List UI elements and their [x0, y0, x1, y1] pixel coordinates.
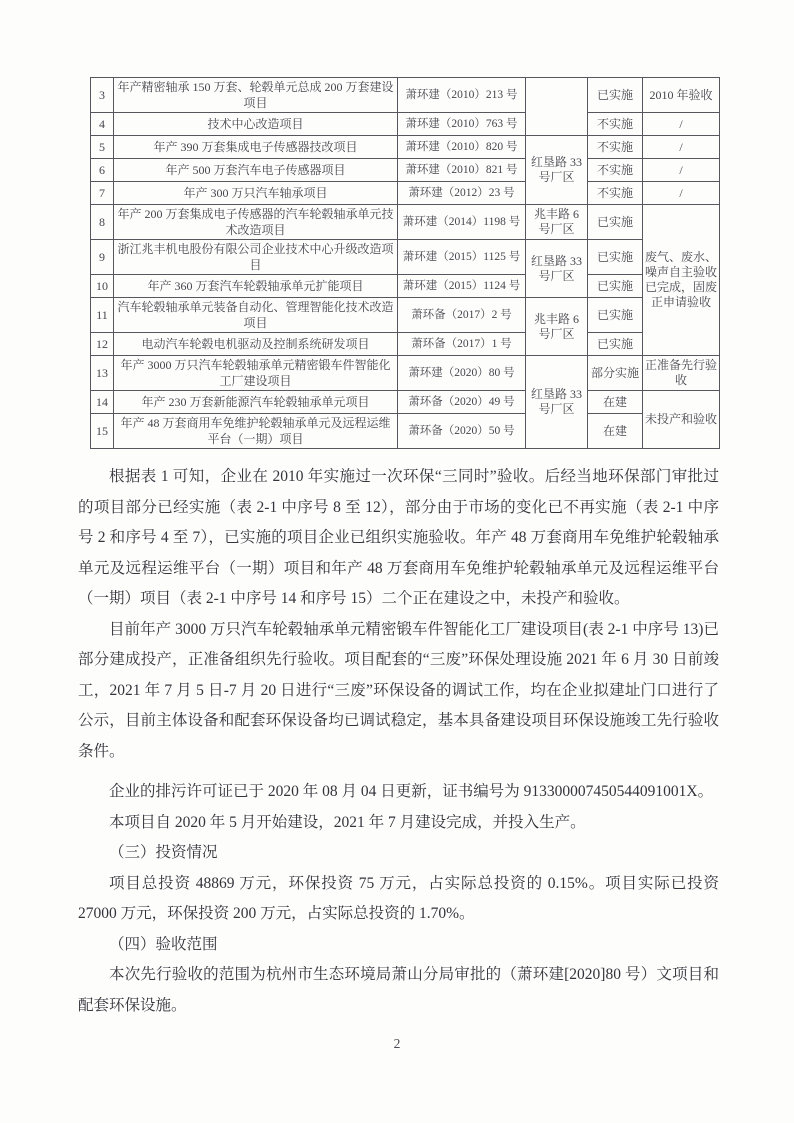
- cell-seq: 8: [91, 205, 114, 240]
- cell-project-name: 年产 500 万套汽车电子传感器项目: [114, 159, 398, 182]
- cell-plant-location: 红垦路 33 号厂区: [526, 240, 588, 298]
- cell-approval-doc: 萧环备（2020）49 号: [398, 391, 526, 414]
- cell-approval-doc: 萧环建（2020）80 号: [398, 356, 526, 391]
- cell-approval-doc: 萧环备（2020）50 号: [398, 414, 526, 449]
- cell-approval-doc: 萧环建（2010）213 号: [398, 78, 526, 113]
- cell-acceptance-status: 2010 年验收: [643, 78, 720, 113]
- cell-impl-status: 不实施: [588, 113, 643, 136]
- cell-seq: 11: [91, 298, 114, 333]
- cell-approval-doc: 萧环建（2012）23 号: [398, 182, 526, 205]
- page-number: 2: [393, 1036, 401, 1051]
- cell-project-name: 技术中心改造项目: [114, 113, 398, 136]
- paragraph-acceptance-scope: 本次先行验收的范围为杭州市生态环境局萧山分局审批的（萧环建[2020]80 号）文项目和配套环保设施。: [78, 966, 719, 1014]
- cell-acceptance-status: /: [643, 136, 720, 159]
- cell-acceptance-status: 未投产和验收: [643, 391, 720, 449]
- table-row: [91, 298, 720, 333]
- cell-seq: 5: [91, 136, 114, 159]
- cell-impl-status: 在建: [588, 414, 643, 449]
- cell-project-name: 年产 48 万套商用车免维护轮毂轴承单元及远程运维平台（一期）项目: [114, 414, 398, 449]
- paragraph-project-progress: 目前年产 3000 万只汽车轮毂轴承单元精密锻车件智能化工厂建设项目(表 2-1 中序号 13)已部分建成投产，正准备组织先行验收。项目配套的“三废”环保处理设施 2021 年 6 月 30 日前竣工，2021 年 7 月 5 日-7 月 20 日进行“三废”环保设备的调试工作，均在企业拟建址门口进行了公示，目前主体设备和配套环保设备均已调试稳定，基本具备建设项目环保设施竣工先行验收条件。: [78, 620, 719, 760]
- cell-impl-status: 不实施: [588, 159, 643, 182]
- cell-seq: 4: [91, 113, 114, 136]
- cell-approval-doc: 萧环建（2010）821 号: [398, 159, 526, 182]
- project-table: [90, 77, 720, 449]
- cell-impl-status: 不实施: [588, 182, 643, 205]
- cell-plant-location: 红垦路 33 号厂区: [526, 356, 588, 449]
- cell-impl-status: 已实施: [588, 240, 643, 275]
- cell-plant-location: [526, 78, 588, 136]
- table-row: [91, 182, 720, 205]
- cell-project-name: 浙江兆丰机电股份有限公司企业技术中心升级改造项目: [114, 240, 398, 275]
- cell-seq: 10: [91, 275, 114, 298]
- cell-impl-status: 已实施: [588, 205, 643, 240]
- cell-acceptance-status: /: [643, 159, 720, 182]
- table-row: [91, 136, 720, 159]
- table-row: [91, 356, 720, 391]
- cell-seq: 13: [91, 356, 114, 391]
- table-row: [91, 205, 720, 240]
- table-row: [91, 159, 720, 182]
- cell-project-name: 年产 360 万套汽车轮毂轴承单元扩能项目: [114, 275, 398, 298]
- paragraph-permit: 企业的排污许可证已于 2020 年 08 月 04 日更新，证书编号为 913300007450544091001X。: [109, 783, 714, 800]
- cell-impl-status: 已实施: [588, 333, 643, 356]
- table-row: [91, 240, 720, 275]
- cell-approval-doc: 萧环建（2010）820 号: [398, 136, 526, 159]
- cell-seq: 14: [91, 391, 114, 414]
- cell-approval-doc: 萧环建（2015）1124 号: [398, 275, 526, 298]
- cell-acceptance-status: 正准备先行验收: [643, 356, 720, 391]
- cell-project-name: 年产 200 万套集成电子传感器的汽车轮毂轴承单元技术改造项目: [114, 205, 398, 240]
- cell-project-name: 年产 230 万套新能源汽车轮毂轴承单元项目: [114, 391, 398, 414]
- cell-approval-doc: 萧环备（2017）1 号: [398, 333, 526, 356]
- cell-plant-location: 红垦路 33 号厂区: [526, 136, 588, 205]
- cell-project-name: 电动汽车轮毂电机驱动及控制系统研发项目: [114, 333, 398, 356]
- cell-seq: 7: [91, 182, 114, 205]
- cell-impl-status: 已实施: [588, 275, 643, 298]
- cell-seq: 15: [91, 414, 114, 449]
- cell-project-name: 汽车轮毂轴承单元装备自动化、管理智能化技术改造项目: [114, 298, 398, 333]
- cell-impl-status: 已实施: [588, 298, 643, 333]
- cell-approval-doc: 萧环建（2015）1125 号: [398, 240, 526, 275]
- cell-acceptance-status: 废气、废水、噪声自主验收已完成，固废正申请验收: [643, 205, 720, 356]
- paragraph-construction-dates: 本项目自 2020 年 5 月开始建设，2021 年 7 月建设完成，并投入生产。: [109, 813, 586, 831]
- cell-project-name: 年产 390 万套集成电子传感器技改项目: [114, 136, 398, 159]
- table-row: [91, 78, 720, 113]
- cell-impl-status: 已实施: [588, 78, 643, 113]
- table-row: [91, 113, 720, 136]
- cell-plant-location: 兆丰路 6 号厂区: [526, 205, 588, 240]
- cell-project-name: 年产 300 万只汽车轴承项目: [114, 182, 398, 205]
- table-row: [91, 275, 720, 298]
- table-row: [91, 414, 720, 449]
- cell-impl-status: 部分实施: [588, 356, 643, 391]
- paragraph-table-summary: 根据表 1 可知，企业在 2010 年实施过一次环保“三同时”验收。后经当地环保部门审批过的项目部分已经实施（表 2-1 中序号 8 至 12），部分由于市场的变化已不再实施（表 2-1 中序号 2 和序号 4 至 7），已实施的项目企业已组织实施验收。年产 48 万套商用车免维护轮毂轴承单元及远程运维平台（一期）项目和年产 48 万套商用车免维护轮毂轴承单元及远程运维平台（一期）项目（表 2-1 中序号 14 和序号 15）二个正在建设之中，未投产和验收。: [78, 468, 719, 607]
- cell-approval-doc: 萧环建（2014）1198 号: [398, 205, 526, 240]
- table-row: [91, 333, 720, 356]
- cell-seq: 9: [91, 240, 114, 275]
- cell-seq: 6: [91, 159, 114, 182]
- cell-seq: 3: [91, 78, 114, 113]
- cell-acceptance-status: /: [643, 182, 720, 205]
- table-row: [91, 391, 720, 414]
- cell-plant-location: 兆丰路 6 号厂区: [526, 298, 588, 356]
- cell-impl-status: 不实施: [588, 136, 643, 159]
- paragraph-investment: 项目总投资 48869 万元，环保投资 75 万元，占实际总投资的 0.15%。项目实际已投资 27000 万元，环保投资 200 万元，占实际总投资的 1.70%。: [78, 874, 719, 922]
- cell-approval-doc: 萧环建（2010）763 号: [398, 113, 526, 136]
- section-heading-scope: （四）验收范围: [109, 935, 218, 953]
- cell-approval-doc: 萧环备（2017）2 号: [398, 298, 526, 333]
- cell-impl-status: 在建: [588, 391, 643, 414]
- cell-seq: 12: [91, 333, 114, 356]
- body-text: [78, 462, 719, 1021]
- cell-acceptance-status: /: [643, 113, 720, 136]
- cell-project-name: 年产 3000 万只汽车轮毂轴承单元精密锻车件智能化工厂建设项目: [114, 356, 398, 391]
- cell-project-name: 年产精密轴承 150 万套、轮毂单元总成 200 万套建设项目: [114, 78, 398, 113]
- section-heading-investment: （三）投资情况: [109, 844, 218, 861]
